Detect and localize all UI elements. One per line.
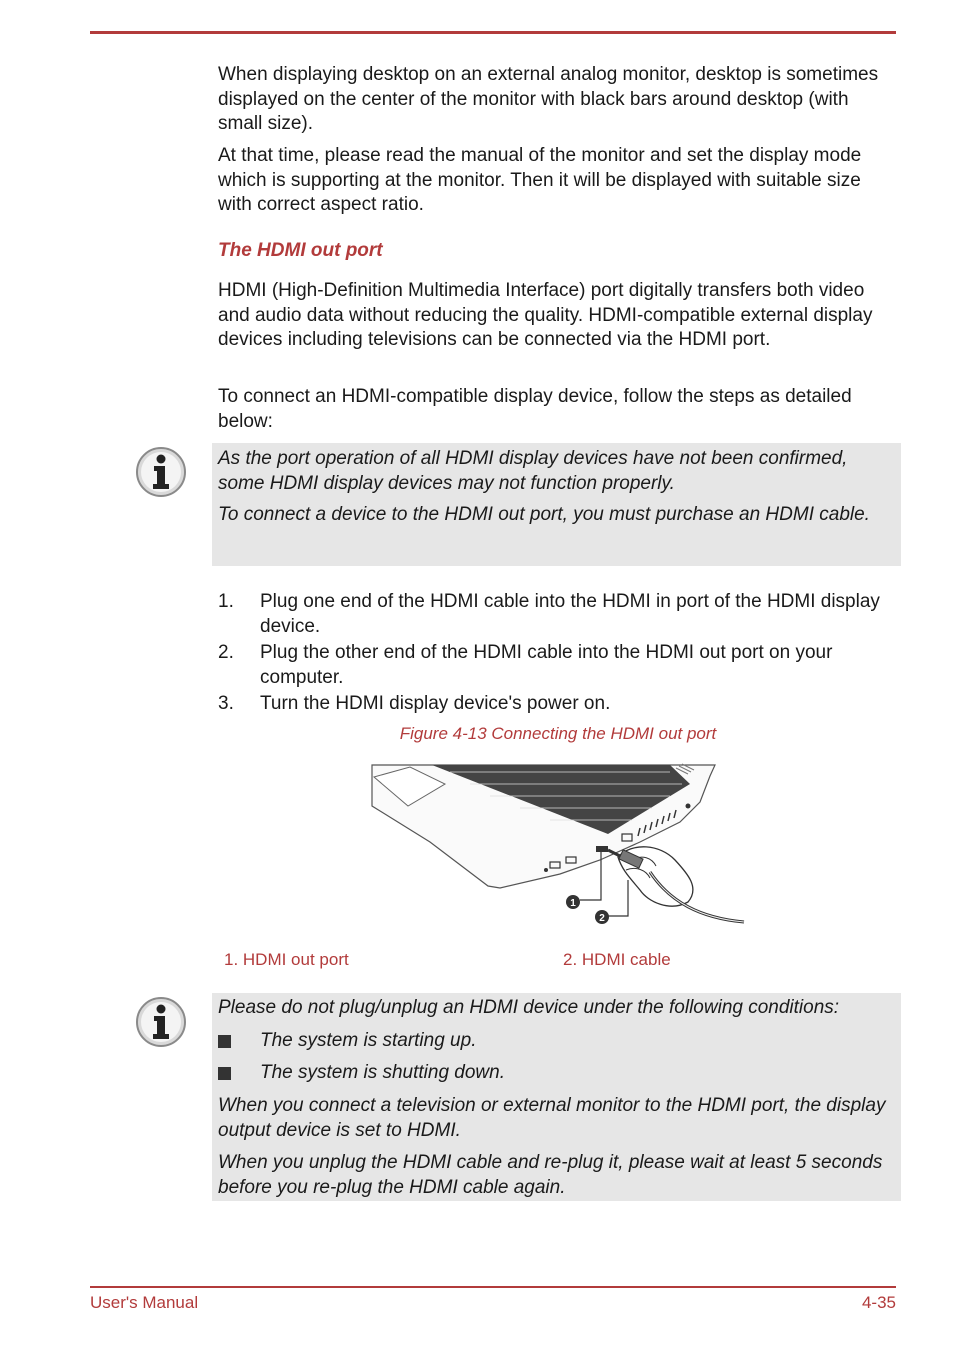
figure-caption: Figure 4-13 Connecting the HDMI out port xyxy=(399,724,717,743)
callout-1-label: 1 xyxy=(570,898,576,909)
note-box-1 xyxy=(212,443,901,566)
section-heading: The HDMI out port xyxy=(218,240,383,261)
note-box-2 xyxy=(212,993,901,1201)
note-1-paragraph-1: As the port operation of all HDMI display devices have not been confirmed, some HDMI display devices may not function properly. xyxy=(218,448,848,494)
intro-paragraph-2: At that time, please read the manual of the monitor and set the display mode which is supporting at the monitor. Then it will be displayed with suitable size with correct aspect ratio. xyxy=(218,145,862,215)
legend-hdmi-out-port: 1. HDMI out port xyxy=(224,950,349,969)
intro-paragraph-1: When displaying desktop on an external analog monitor, desktop is sometimes displayed on the center of the monitor with black bars around desktop (with small size). xyxy=(218,64,879,134)
section-paragraph-1: HDMI (High-Definition Multimedia Interface) port digitally transfers both video and audio data without reducing the quality. HDMI-compatible external display devices including televisions can be connected via the HDMI port. xyxy=(218,280,873,350)
footer-manual-title: User's Manual xyxy=(90,1293,199,1312)
bullet-square-icon xyxy=(218,1067,231,1080)
step-text: Plug one end of the HDMI cable into the HDMI in port of the HDMI display device. xyxy=(260,591,880,637)
info-icon xyxy=(135,996,187,1048)
bullet-text: The system is shutting down. xyxy=(260,1062,505,1083)
section-paragraph-2: To connect an HDMI-compatible display device, follow the steps as detailed below: xyxy=(218,386,852,432)
step-text: Turn the HDMI display device's power on. xyxy=(260,693,611,714)
note-2-intro: Please do not plug/unplug an HDMI device under the following conditions: xyxy=(218,997,840,1018)
note-2-paragraph-2: When you unplug the HDMI cable and re-plug it, please wait at least 5 seconds before you re-plug the HDMI cable again. xyxy=(218,1152,883,1198)
step-text: Plug the other end of the HDMI cable into the HDMI out port on your computer. xyxy=(260,642,833,688)
hdmi-connection-illustration xyxy=(370,762,746,932)
header-rule xyxy=(90,31,896,34)
footer-rule xyxy=(90,1286,896,1288)
info-icon xyxy=(135,446,187,498)
legend-hdmi-cable: 2. HDMI cable xyxy=(563,950,671,969)
footer-page-number: 4-35 xyxy=(861,1293,896,1312)
step-number: 1. xyxy=(218,591,234,612)
step-number: 3. xyxy=(218,693,234,714)
callout-2-label: 2 xyxy=(599,913,605,924)
step-number: 2. xyxy=(218,642,234,663)
note-1-paragraph-2: To connect a device to the HDMI out port, you must purchase an HDMI cable. xyxy=(218,504,870,525)
bullet-text: The system is starting up. xyxy=(260,1030,477,1051)
bullet-square-icon xyxy=(218,1035,231,1048)
note-2-paragraph-1: When you connect a television or external monitor to the HDMI port, the display output device is set to HDMI. xyxy=(218,1095,886,1141)
